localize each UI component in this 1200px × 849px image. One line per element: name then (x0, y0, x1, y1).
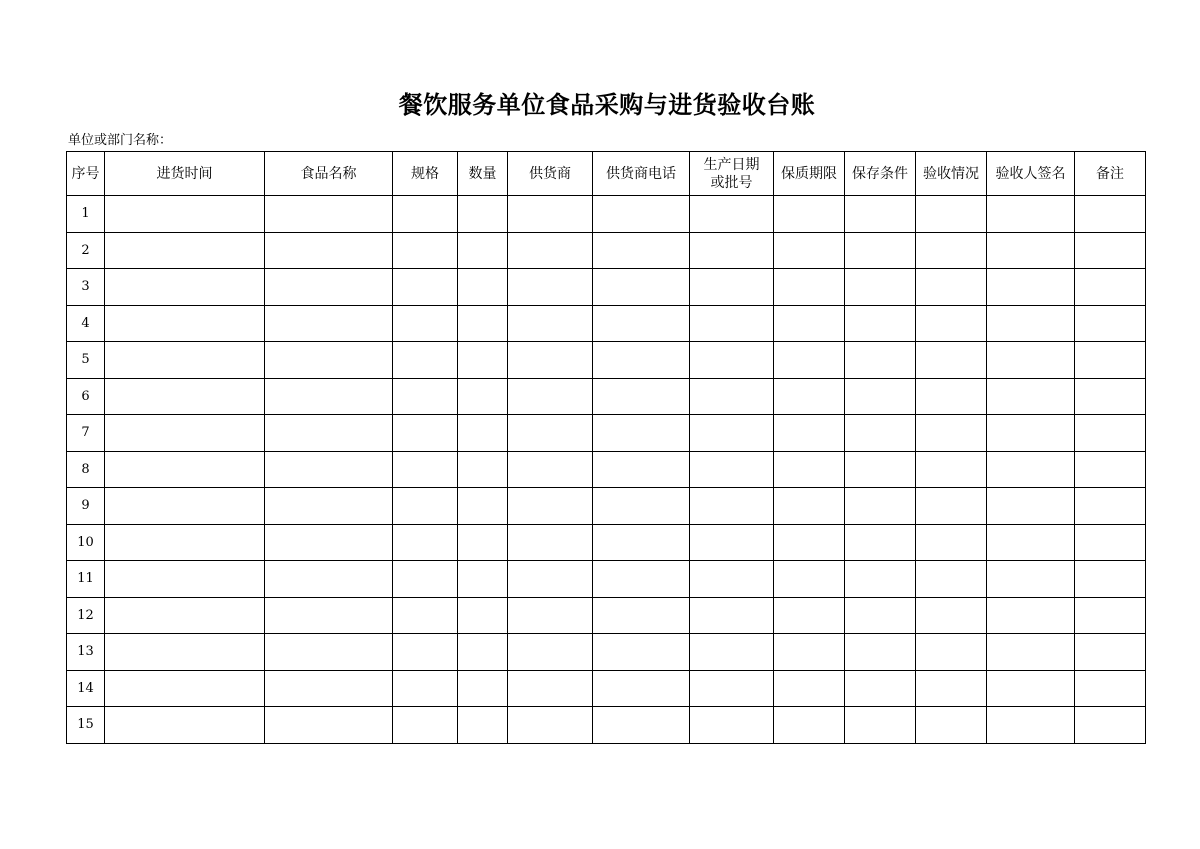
table-row (67, 524, 1146, 561)
cell-storage-condition[interactable] (845, 488, 916, 525)
cell-supplier-phone[interactable] (593, 634, 690, 671)
cell-spec[interactable] (393, 670, 458, 707)
row-number: 6 (67, 378, 105, 415)
cell-quantity[interactable] (458, 378, 508, 415)
cell-food-name[interactable] (265, 634, 393, 671)
cell-production-date[interactable] (690, 561, 774, 598)
unit-name-label: 单位或部门名称： (68, 133, 173, 148)
cell-remarks[interactable] (1075, 488, 1146, 525)
cell-remarks[interactable] (1075, 524, 1146, 561)
table-row (67, 269, 1146, 306)
cell-arrival-time[interactable] (105, 378, 265, 415)
cell-supplier[interactable] (508, 415, 593, 452)
cell-supplier[interactable] (508, 269, 593, 306)
cell-supplier[interactable] (508, 524, 593, 561)
cell-production-date[interactable] (690, 670, 774, 707)
cell-arrival-time[interactable] (105, 415, 265, 452)
cell-supplier[interactable] (508, 342, 593, 379)
cell-spec[interactable] (393, 342, 458, 379)
cell-shelf-life[interactable] (774, 524, 845, 561)
cell-food-name[interactable] (265, 670, 393, 707)
cell-supplier-phone[interactable] (593, 196, 690, 233)
cell-inspection-status[interactable] (916, 561, 987, 598)
row-number: 15 (67, 707, 105, 744)
cell-remarks[interactable] (1075, 342, 1146, 379)
cell-inspection-status[interactable] (916, 451, 987, 488)
cell-production-date[interactable] (690, 415, 774, 452)
header-remarks: 备注 (1075, 152, 1146, 196)
cell-production-date[interactable] (690, 451, 774, 488)
cell-supplier-phone[interactable] (593, 378, 690, 415)
row-number: 7 (67, 415, 105, 452)
cell-production-date[interactable] (690, 232, 774, 269)
cell-arrival-time[interactable] (105, 305, 265, 342)
cell-shelf-life[interactable] (774, 488, 845, 525)
cell-supplier[interactable] (508, 232, 593, 269)
cell-storage-condition[interactable] (845, 597, 916, 634)
cell-inspection-status[interactable] (916, 305, 987, 342)
cell-inspector-signature[interactable] (987, 561, 1075, 598)
cell-remarks[interactable] (1075, 707, 1146, 744)
cell-inspection-status[interactable] (916, 196, 987, 233)
cell-production-date[interactable] (690, 378, 774, 415)
cell-supplier-phone[interactable] (593, 269, 690, 306)
cell-arrival-time[interactable] (105, 451, 265, 488)
cell-storage-condition[interactable] (845, 269, 916, 306)
header-supplier-phone: 供货商电话 (593, 152, 690, 196)
cell-quantity[interactable] (458, 305, 508, 342)
cell-inspector-signature[interactable] (987, 597, 1075, 634)
cell-supplier-phone[interactable] (593, 561, 690, 598)
cell-storage-condition[interactable] (845, 415, 916, 452)
cell-shelf-life[interactable] (774, 342, 845, 379)
cell-quantity[interactable] (458, 269, 508, 306)
cell-production-date[interactable] (690, 269, 774, 306)
cell-inspection-status[interactable] (916, 488, 987, 525)
cell-shelf-life[interactable] (774, 597, 845, 634)
table-row (67, 415, 1146, 452)
cell-shelf-life[interactable] (774, 451, 845, 488)
cell-quantity[interactable] (458, 524, 508, 561)
cell-inspector-signature[interactable] (987, 415, 1075, 452)
cell-inspection-status[interactable] (916, 707, 987, 744)
cell-inspector-signature[interactable] (987, 634, 1075, 671)
header-arrival-time: 进货时间 (105, 152, 265, 196)
cell-inspector-signature[interactable] (987, 269, 1075, 306)
cell-spec[interactable] (393, 597, 458, 634)
cell-supplier[interactable] (508, 196, 593, 233)
cell-remarks[interactable] (1075, 561, 1146, 598)
cell-arrival-time[interactable] (105, 707, 265, 744)
cell-spec[interactable] (393, 378, 458, 415)
cell-supplier[interactable] (508, 451, 593, 488)
cell-inspector-signature[interactable] (987, 451, 1075, 488)
cell-food-name[interactable] (265, 707, 393, 744)
cell-spec[interactable] (393, 305, 458, 342)
cell-production-date[interactable] (690, 305, 774, 342)
cell-storage-condition[interactable] (845, 342, 916, 379)
cell-storage-condition[interactable] (845, 378, 916, 415)
header-quantity: 数量 (458, 152, 508, 196)
cell-supplier[interactable] (508, 561, 593, 598)
cell-food-name[interactable] (265, 232, 393, 269)
cell-arrival-time[interactable] (105, 524, 265, 561)
header-inspector-signature: 验收人签名 (987, 152, 1075, 196)
cell-supplier-phone[interactable] (593, 342, 690, 379)
cell-spec[interactable] (393, 451, 458, 488)
document-title: 餐饮服务单位食品采购与进货验收台账 (398, 91, 816, 119)
cell-spec[interactable] (393, 488, 458, 525)
cell-storage-condition[interactable] (845, 196, 916, 233)
cell-inspection-status[interactable] (916, 597, 987, 634)
cell-inspector-signature[interactable] (987, 524, 1075, 561)
cell-inspection-status[interactable] (916, 524, 987, 561)
header-inspection-status: 验收情况 (916, 152, 987, 196)
cell-inspector-signature[interactable] (987, 670, 1075, 707)
cell-food-name[interactable] (265, 196, 393, 233)
cell-quantity[interactable] (458, 196, 508, 233)
cell-quantity[interactable] (458, 634, 508, 671)
cell-arrival-time[interactable] (105, 670, 265, 707)
cell-inspection-status[interactable] (916, 670, 987, 707)
cell-spec[interactable] (393, 634, 458, 671)
cell-production-date[interactable] (690, 597, 774, 634)
cell-arrival-time[interactable] (105, 634, 265, 671)
cell-storage-condition[interactable] (845, 232, 916, 269)
cell-inspector-signature[interactable] (987, 488, 1075, 525)
cell-quantity[interactable] (458, 451, 508, 488)
cell-quantity[interactable] (458, 707, 508, 744)
table-row (67, 451, 1146, 488)
header-supplier: 供货商 (508, 152, 593, 196)
cell-inspector-signature[interactable] (987, 378, 1075, 415)
cell-inspection-status[interactable] (916, 269, 987, 306)
row-number: 14 (67, 670, 105, 707)
cell-production-date[interactable] (690, 524, 774, 561)
cell-arrival-time[interactable] (105, 488, 265, 525)
cell-arrival-time[interactable] (105, 342, 265, 379)
header-production-date: 生产日期 或批号 (690, 152, 774, 196)
cell-storage-condition[interactable] (845, 305, 916, 342)
header-food-name: 食品名称 (265, 152, 393, 196)
cell-food-name[interactable] (265, 524, 393, 561)
cell-quantity[interactable] (458, 488, 508, 525)
cell-remarks[interactable] (1075, 196, 1146, 233)
cell-arrival-time[interactable] (105, 232, 265, 269)
table-row (67, 342, 1146, 379)
row-number: 1 (67, 196, 105, 233)
cell-inspector-signature[interactable] (987, 196, 1075, 233)
cell-remarks[interactable] (1075, 378, 1146, 415)
cell-quantity[interactable] (458, 232, 508, 269)
cell-food-name[interactable] (265, 342, 393, 379)
cell-shelf-life[interactable] (774, 670, 845, 707)
row-number: 12 (67, 597, 105, 634)
cell-remarks[interactable] (1075, 305, 1146, 342)
cell-shelf-life[interactable] (774, 196, 845, 233)
table-row (67, 670, 1146, 707)
table-row (67, 634, 1146, 671)
cell-supplier-phone[interactable] (593, 415, 690, 452)
cell-production-date[interactable] (690, 488, 774, 525)
cell-inspector-signature[interactable] (987, 342, 1075, 379)
cell-production-date[interactable] (690, 196, 774, 233)
cell-quantity[interactable] (458, 670, 508, 707)
cell-spec[interactable] (393, 196, 458, 233)
table-row (67, 707, 1146, 744)
cell-storage-condition[interactable] (845, 670, 916, 707)
cell-spec[interactable] (393, 269, 458, 306)
cell-inspection-status[interactable] (916, 634, 987, 671)
cell-supplier-phone[interactable] (593, 305, 690, 342)
header-seq: 序号 (67, 152, 105, 196)
cell-inspector-signature[interactable] (987, 707, 1075, 744)
cell-quantity[interactable] (458, 597, 508, 634)
cell-inspection-status[interactable] (916, 378, 987, 415)
cell-production-date[interactable] (690, 634, 774, 671)
cell-shelf-life[interactable] (774, 305, 845, 342)
header-row (67, 152, 1146, 196)
cell-storage-condition[interactable] (845, 634, 916, 671)
cell-supplier-phone[interactable] (593, 524, 690, 561)
cell-shelf-life[interactable] (774, 561, 845, 598)
cell-supplier[interactable] (508, 305, 593, 342)
ledger-body (67, 196, 1146, 744)
cell-food-name[interactable] (265, 488, 393, 525)
cell-inspector-signature[interactable] (987, 232, 1075, 269)
table-row (67, 305, 1146, 342)
cell-inspection-status[interactable] (916, 415, 987, 452)
table-row (67, 488, 1146, 525)
cell-inspector-signature[interactable] (987, 305, 1075, 342)
cell-shelf-life[interactable] (774, 232, 845, 269)
cell-supplier-phone[interactable] (593, 707, 690, 744)
row-number: 2 (67, 232, 105, 269)
cell-remarks[interactable] (1075, 415, 1146, 452)
cell-spec[interactable] (393, 707, 458, 744)
cell-food-name[interactable] (265, 269, 393, 306)
cell-food-name[interactable] (265, 597, 393, 634)
cell-quantity[interactable] (458, 415, 508, 452)
cell-storage-condition[interactable] (845, 707, 916, 744)
cell-arrival-time[interactable] (105, 269, 265, 306)
table-row (67, 196, 1146, 233)
cell-spec[interactable] (393, 232, 458, 269)
row-number: 9 (67, 488, 105, 525)
cell-shelf-life[interactable] (774, 415, 845, 452)
cell-supplier[interactable] (508, 378, 593, 415)
header-storage-condition: 保存条件 (845, 152, 916, 196)
cell-supplier[interactable] (508, 670, 593, 707)
cell-remarks[interactable] (1075, 670, 1146, 707)
cell-storage-condition[interactable] (845, 524, 916, 561)
procurement-ledger-table (66, 151, 1146, 744)
row-number: 4 (67, 305, 105, 342)
row-number: 3 (67, 269, 105, 306)
cell-remarks[interactable] (1075, 451, 1146, 488)
cell-supplier-phone[interactable] (593, 670, 690, 707)
cell-supplier[interactable] (508, 634, 593, 671)
row-number: 10 (67, 524, 105, 561)
cell-supplier-phone[interactable] (593, 232, 690, 269)
header-spec: 规格 (393, 152, 458, 196)
cell-storage-condition[interactable] (845, 451, 916, 488)
cell-food-name[interactable] (265, 451, 393, 488)
cell-storage-condition[interactable] (845, 561, 916, 598)
cell-shelf-life[interactable] (774, 269, 845, 306)
cell-spec[interactable] (393, 524, 458, 561)
cell-supplier-phone[interactable] (593, 488, 690, 525)
row-number: 8 (67, 451, 105, 488)
cell-production-date[interactable] (690, 342, 774, 379)
cell-spec[interactable] (393, 415, 458, 452)
cell-arrival-time[interactable] (105, 561, 265, 598)
table-row (67, 561, 1146, 598)
cell-food-name[interactable] (265, 378, 393, 415)
table-row (67, 232, 1146, 269)
cell-food-name[interactable] (265, 415, 393, 452)
row-number: 5 (67, 342, 105, 379)
cell-inspection-status[interactable] (916, 342, 987, 379)
cell-shelf-life[interactable] (774, 378, 845, 415)
cell-arrival-time[interactable] (105, 196, 265, 233)
cell-food-name[interactable] (265, 305, 393, 342)
cell-food-name[interactable] (265, 561, 393, 598)
header-shelf-life: 保质期限 (774, 152, 845, 196)
cell-production-date[interactable] (690, 707, 774, 744)
table-row (67, 597, 1146, 634)
row-number: 11 (67, 561, 105, 598)
cell-supplier[interactable] (508, 597, 593, 634)
cell-quantity[interactable] (458, 561, 508, 598)
cell-supplier-phone[interactable] (593, 451, 690, 488)
table-row (67, 378, 1146, 415)
cell-quantity[interactable] (458, 342, 508, 379)
cell-supplier-phone[interactable] (593, 597, 690, 634)
cell-supplier[interactable] (508, 488, 593, 525)
cell-shelf-life[interactable] (774, 634, 845, 671)
cell-inspection-status[interactable] (916, 232, 987, 269)
cell-supplier[interactable] (508, 707, 593, 744)
cell-remarks[interactable] (1075, 597, 1146, 634)
cell-shelf-life[interactable] (774, 707, 845, 744)
row-number: 13 (67, 634, 105, 671)
cell-remarks[interactable] (1075, 269, 1146, 306)
cell-arrival-time[interactable] (105, 597, 265, 634)
cell-spec[interactable] (393, 561, 458, 598)
cell-remarks[interactable] (1075, 634, 1146, 671)
cell-remarks[interactable] (1075, 232, 1146, 269)
